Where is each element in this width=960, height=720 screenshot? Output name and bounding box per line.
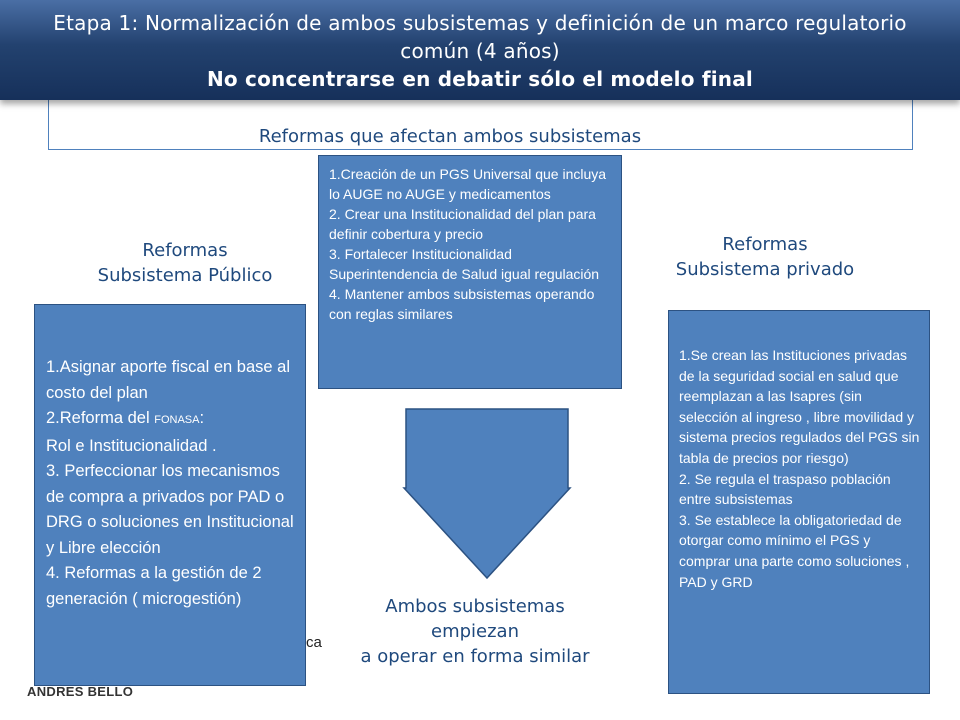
university-logo: ANDRES BELLO	[27, 684, 134, 699]
caption-private-reforms	[640, 232, 890, 282]
common-reforms-box	[318, 155, 622, 389]
common-reform-item: 4. Mantener ambos subsistemas operando con reglas similares	[329, 286, 595, 322]
header-subtitle: No concentrarse en debatir sólo el modelo final	[206, 67, 753, 91]
public-reform-item-suffix: :	[199, 409, 205, 427]
caption-outcome-line-1: Ambos subsistemas	[385, 596, 565, 617]
public-reform-item: 3. Perfeccionar los mecanismos de compra a privados por PAD o DRG o soluciones en Institucional y Libre elección	[46, 462, 294, 557]
stage-header-banner	[0, 0, 960, 100]
private-reform-item: 3. Se establece la obligatoriedad de otorgar como mínimo el PGS y comprar una parte como soluciones , PAD y GRD	[679, 511, 910, 590]
header-title-line-1: Etapa 1: Normalización de ambos subsistemas y definición de un marco regulatorio	[53, 11, 907, 35]
private-reforms-box	[668, 310, 930, 694]
caption-outcome	[330, 594, 620, 669]
public-reform-item	[46, 406, 297, 434]
down-arrow-icon	[402, 408, 572, 580]
caption-outcome-line-2: empiezan	[431, 621, 519, 642]
caption-private-line-1: Reformas	[722, 234, 808, 255]
caption-common-reforms: Reformas que afectan ambos subsistemas	[258, 126, 642, 147]
public-reform-item: 1.Asignar aporte fiscal en base al costo del plan	[46, 358, 290, 402]
caption-public-line-2: Subsistema Público	[97, 265, 273, 286]
caption-public-line-1: Reformas	[142, 240, 228, 261]
common-reform-item: 3. Fortalecer Institucionalidad Superintendencia de Salud igual regulación	[329, 246, 600, 282]
public-reform-item-continuation: Rol e Institucionalidad .	[46, 436, 217, 455]
header-title-line-2: común (4 años)	[400, 39, 560, 63]
common-reform-item: 1.Creación de un PGS Universal que incluya lo AUGE no AUGE y medicamentos	[329, 166, 607, 202]
caption-outcome-line-3: a operar en forma similar	[360, 646, 590, 667]
private-reform-item: 1.Se crean las Instituciones privadas de la seguridad social en salud que reemplazan a las Isapres (sin selección al ingreso , libre movilidad y sistema precios regulados del PGS sin tabla de precios por riesgo)	[679, 347, 920, 466]
public-reform-item: 4. Reformas a la gestión de 2 generación ( microgestión)	[46, 564, 262, 608]
caption-public-reforms	[60, 238, 310, 288]
caption-private-line-2: Subsistema privado	[675, 259, 855, 280]
fonasa-label: FONASA	[154, 414, 200, 426]
private-reform-item: 2. Se regula el traspaso población entre subsistemas	[679, 470, 891, 508]
public-reform-item-prefix: 2.Reforma del	[46, 409, 155, 427]
public-reforms-box	[34, 304, 306, 686]
occluded-text-fragment: ca	[306, 634, 322, 651]
common-reform-item: 2. Crear una Institucionalidad del plan para definir cobertura y precio	[329, 206, 596, 242]
